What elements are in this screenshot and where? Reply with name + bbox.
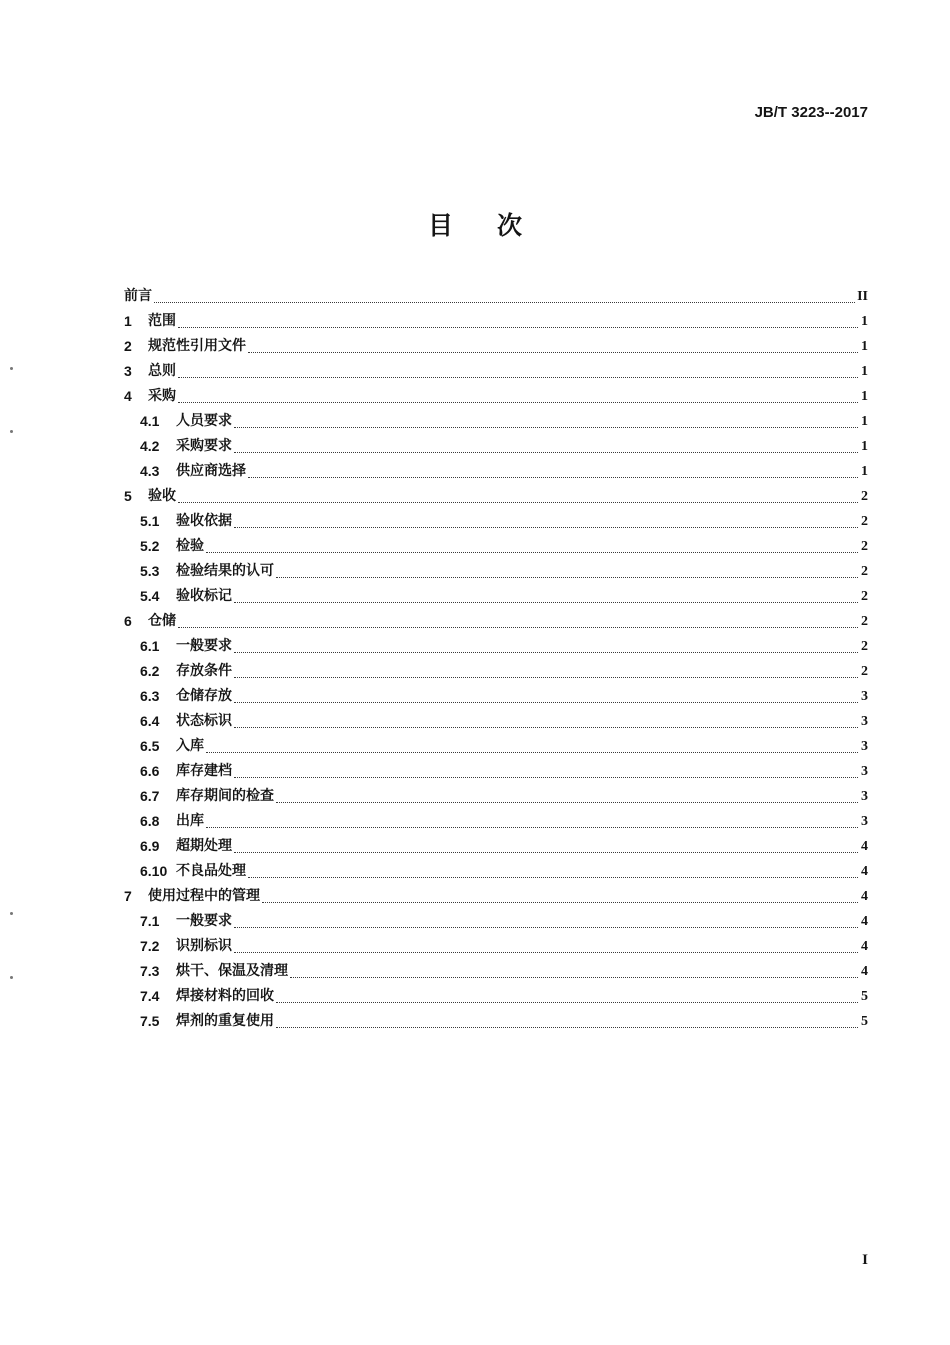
- toc-entry[interactable]: [124, 1009, 868, 1034]
- toc-entry-page: 1: [861, 439, 868, 454]
- toc-entry[interactable]: [124, 984, 868, 1009]
- toc-entry-page: II: [857, 289, 868, 304]
- toc-dot-leader: [276, 1001, 858, 1003]
- toc-dot-leader: [290, 976, 858, 978]
- toc-entry-label: 前言: [124, 288, 152, 304]
- toc-entry-page: 4: [861, 939, 868, 954]
- toc-entry-number: 4.1: [140, 413, 160, 429]
- toc-entry-page: 1: [861, 414, 868, 429]
- toc-entry-number: 2: [124, 338, 132, 354]
- toc-dot-leader: [234, 701, 858, 703]
- toc-entry[interactable]: [124, 609, 868, 634]
- toc-entry-label: 焊接材料的回收: [176, 988, 274, 1004]
- toc-dot-leader: [276, 576, 858, 578]
- toc-entry-label: 采购要求: [176, 438, 232, 454]
- toc-entry-number: 5.2: [140, 538, 160, 554]
- toc-entry-label: 存放条件: [176, 663, 232, 679]
- toc-entry-label: 焊剂的重复使用: [176, 1013, 274, 1029]
- toc-dot-leader: [206, 551, 858, 553]
- toc-entry-page: 2: [861, 564, 868, 579]
- toc-dot-leader: [178, 626, 858, 628]
- toc-entry-number: 7.4: [140, 988, 160, 1004]
- toc-dot-leader: [234, 776, 858, 778]
- toc-dot-leader: [262, 901, 858, 903]
- toc-entry-number: 6.5: [140, 738, 160, 754]
- toc-entry-page: 2: [861, 614, 868, 629]
- toc-entry-page: 3: [861, 714, 868, 729]
- toc-entry-label: 仓储: [148, 613, 176, 629]
- toc-entry[interactable]: [124, 584, 868, 609]
- toc-entry-number: 6.8: [140, 813, 160, 829]
- toc-entry-label: 供应商选择: [176, 463, 246, 479]
- toc-entry[interactable]: [124, 684, 868, 709]
- toc-entry-number: 6: [124, 613, 132, 629]
- toc-dot-leader: [206, 751, 858, 753]
- toc-entry[interactable]: [124, 734, 868, 759]
- toc-entry-number: 7.5: [140, 1013, 160, 1029]
- toc-entry-page: 2: [861, 514, 868, 529]
- toc-dot-leader: [178, 501, 858, 503]
- toc-entry-label: 使用过程中的管理: [148, 888, 260, 904]
- toc-dot-leader: [234, 451, 858, 453]
- toc-entry-number: 6.6: [140, 763, 160, 779]
- toc-entry-number: 6.2: [140, 663, 160, 679]
- toc-entry-page: 2: [861, 539, 868, 554]
- toc-entry-page: 1: [861, 464, 868, 479]
- toc-dot-leader: [276, 1026, 858, 1028]
- toc-entry-page: 1: [861, 314, 868, 329]
- toc-entry[interactable]: [124, 359, 868, 384]
- toc-entry-number: 1: [124, 313, 132, 329]
- toc-entry[interactable]: [124, 284, 868, 309]
- toc-entry[interactable]: [124, 309, 868, 334]
- toc-entry-number: 6.9: [140, 838, 160, 854]
- toc-dot-leader: [234, 601, 858, 603]
- page-title: 目次: [427, 211, 566, 240]
- toc-entry-label: 规范性引用文件: [148, 338, 246, 354]
- toc-entry[interactable]: [124, 709, 868, 734]
- scan-speck: [10, 912, 13, 915]
- toc-entry-page: 4: [861, 889, 868, 904]
- toc-entry-number: 6.1: [140, 638, 160, 654]
- toc-entry-label: 状态标识: [176, 713, 232, 729]
- toc-entry-page: 3: [861, 739, 868, 754]
- toc-entry-label: 总则: [148, 363, 176, 379]
- toc-entry-number: 6.10: [140, 863, 168, 879]
- toc-entry-page: 1: [861, 389, 868, 404]
- toc-entry-number: 7.2: [140, 938, 160, 954]
- toc-entry-number: 4.3: [140, 463, 160, 479]
- toc-entry-page: 4: [861, 914, 868, 929]
- toc-entry-number: 4.2: [140, 438, 160, 454]
- toc-dot-leader: [234, 676, 858, 678]
- toc-dot-leader: [234, 926, 858, 928]
- toc-entry[interactable]: [124, 759, 868, 784]
- toc-entry-label: 验收标记: [176, 588, 232, 604]
- toc-entry[interactable]: [124, 384, 868, 409]
- toc-entry[interactable]: [124, 634, 868, 659]
- toc-entry[interactable]: [124, 909, 868, 934]
- toc-entry[interactable]: [124, 784, 868, 809]
- toc-entry[interactable]: [124, 659, 868, 684]
- toc-dot-leader: [178, 326, 858, 328]
- toc-entry-label: 出库: [176, 813, 204, 829]
- toc-entry-label: 库存建档: [176, 763, 232, 779]
- toc-dot-leader: [248, 876, 858, 878]
- toc-entry[interactable]: [124, 859, 868, 884]
- toc-entry-page: 4: [861, 839, 868, 854]
- toc-entry[interactable]: [124, 459, 868, 484]
- toc-dot-leader: [234, 851, 858, 853]
- scan-speck: [10, 976, 13, 979]
- table-of-contents: [124, 284, 868, 1034]
- toc-entry-page: 1: [861, 364, 868, 379]
- toc-entry[interactable]: [124, 334, 868, 359]
- toc-entry-label: 一般要求: [176, 913, 232, 929]
- toc-entry-number: 5.4: [140, 588, 160, 604]
- scan-speck: [10, 367, 13, 370]
- toc-entry-label: 识别标识: [176, 938, 232, 954]
- scan-speck: [10, 430, 13, 433]
- toc-entry-label: 不良品处理: [176, 863, 246, 879]
- toc-entry[interactable]: [124, 409, 868, 434]
- toc-entry[interactable]: [124, 809, 868, 834]
- toc-dot-leader: [178, 401, 858, 403]
- toc-entry-number: 7.3: [140, 963, 160, 979]
- toc-entry-number: 4: [124, 388, 132, 404]
- toc-entry-label: 检验: [176, 538, 204, 554]
- toc-entry-number: 6.3: [140, 688, 160, 704]
- toc-dot-leader: [234, 726, 858, 728]
- toc-dot-leader: [234, 526, 858, 528]
- toc-entry[interactable]: [124, 484, 868, 509]
- toc-entry-page: 2: [861, 489, 868, 504]
- toc-dot-leader: [234, 951, 858, 953]
- toc-entry-number: 6.7: [140, 788, 160, 804]
- toc-entry-number: 5.1: [140, 513, 160, 529]
- toc-entry-page: 2: [861, 639, 868, 654]
- toc-entry-page: 4: [861, 864, 868, 879]
- toc-entry-number: 5: [124, 488, 132, 504]
- toc-entry-label: 仓储存放: [176, 688, 232, 704]
- toc-entry-label: 采购: [148, 388, 176, 404]
- toc-entry-label: 入库: [176, 738, 204, 754]
- toc-entry-label: 验收依据: [176, 513, 232, 529]
- toc-entry[interactable]: [124, 534, 868, 559]
- toc-dot-leader: [276, 801, 858, 803]
- toc-entry-page: 5: [861, 1014, 868, 1029]
- toc-entry-page: 3: [861, 814, 868, 829]
- toc-entry-label: 库存期间的检查: [176, 788, 274, 804]
- toc-entry[interactable]: [124, 509, 868, 534]
- toc-entry-number: 7: [124, 888, 132, 904]
- standard-code: JB/T 3223--2017: [754, 104, 868, 121]
- toc-entry-label: 人员要求: [176, 413, 232, 429]
- toc-entry-page: 5: [861, 989, 868, 1004]
- toc-entry-page: 2: [861, 589, 868, 604]
- toc-entry-number: 6.4: [140, 713, 160, 729]
- toc-entry-label: 一般要求: [176, 638, 232, 654]
- toc-entry[interactable]: [124, 959, 868, 984]
- toc-dot-leader: [234, 426, 858, 428]
- toc-entry-page: 3: [861, 789, 868, 804]
- toc-entry-number: 7.1: [140, 913, 160, 929]
- toc-dot-leader: [154, 301, 855, 303]
- toc-entry[interactable]: [124, 434, 868, 459]
- toc-entry-label: 检验结果的认可: [176, 563, 274, 579]
- toc-entry-page: 2: [861, 664, 868, 679]
- toc-entry[interactable]: [124, 934, 868, 959]
- toc-entry-label: 验收: [148, 488, 176, 504]
- toc-entry-page: 3: [861, 764, 868, 779]
- toc-entry-label: 范围: [148, 313, 176, 329]
- page-number: I: [862, 1252, 868, 1268]
- toc-entry-number: 3: [124, 363, 132, 379]
- toc-dot-leader: [178, 376, 858, 378]
- toc-entry-label: 超期处理: [176, 838, 232, 854]
- toc-entry-page: 3: [861, 689, 868, 704]
- toc-entry[interactable]: [124, 559, 868, 584]
- toc-entry[interactable]: [124, 834, 868, 859]
- toc-dot-leader: [248, 351, 858, 353]
- toc-entry-number: 5.3: [140, 563, 160, 579]
- toc-dot-leader: [234, 651, 858, 653]
- toc-dot-leader: [248, 476, 858, 478]
- toc-entry-page: 1: [861, 339, 868, 354]
- toc-dot-leader: [206, 826, 858, 828]
- toc-entry-page: 4: [861, 964, 868, 979]
- toc-entry[interactable]: [124, 884, 868, 909]
- toc-entry-label: 烘干、保温及清理: [176, 963, 288, 979]
